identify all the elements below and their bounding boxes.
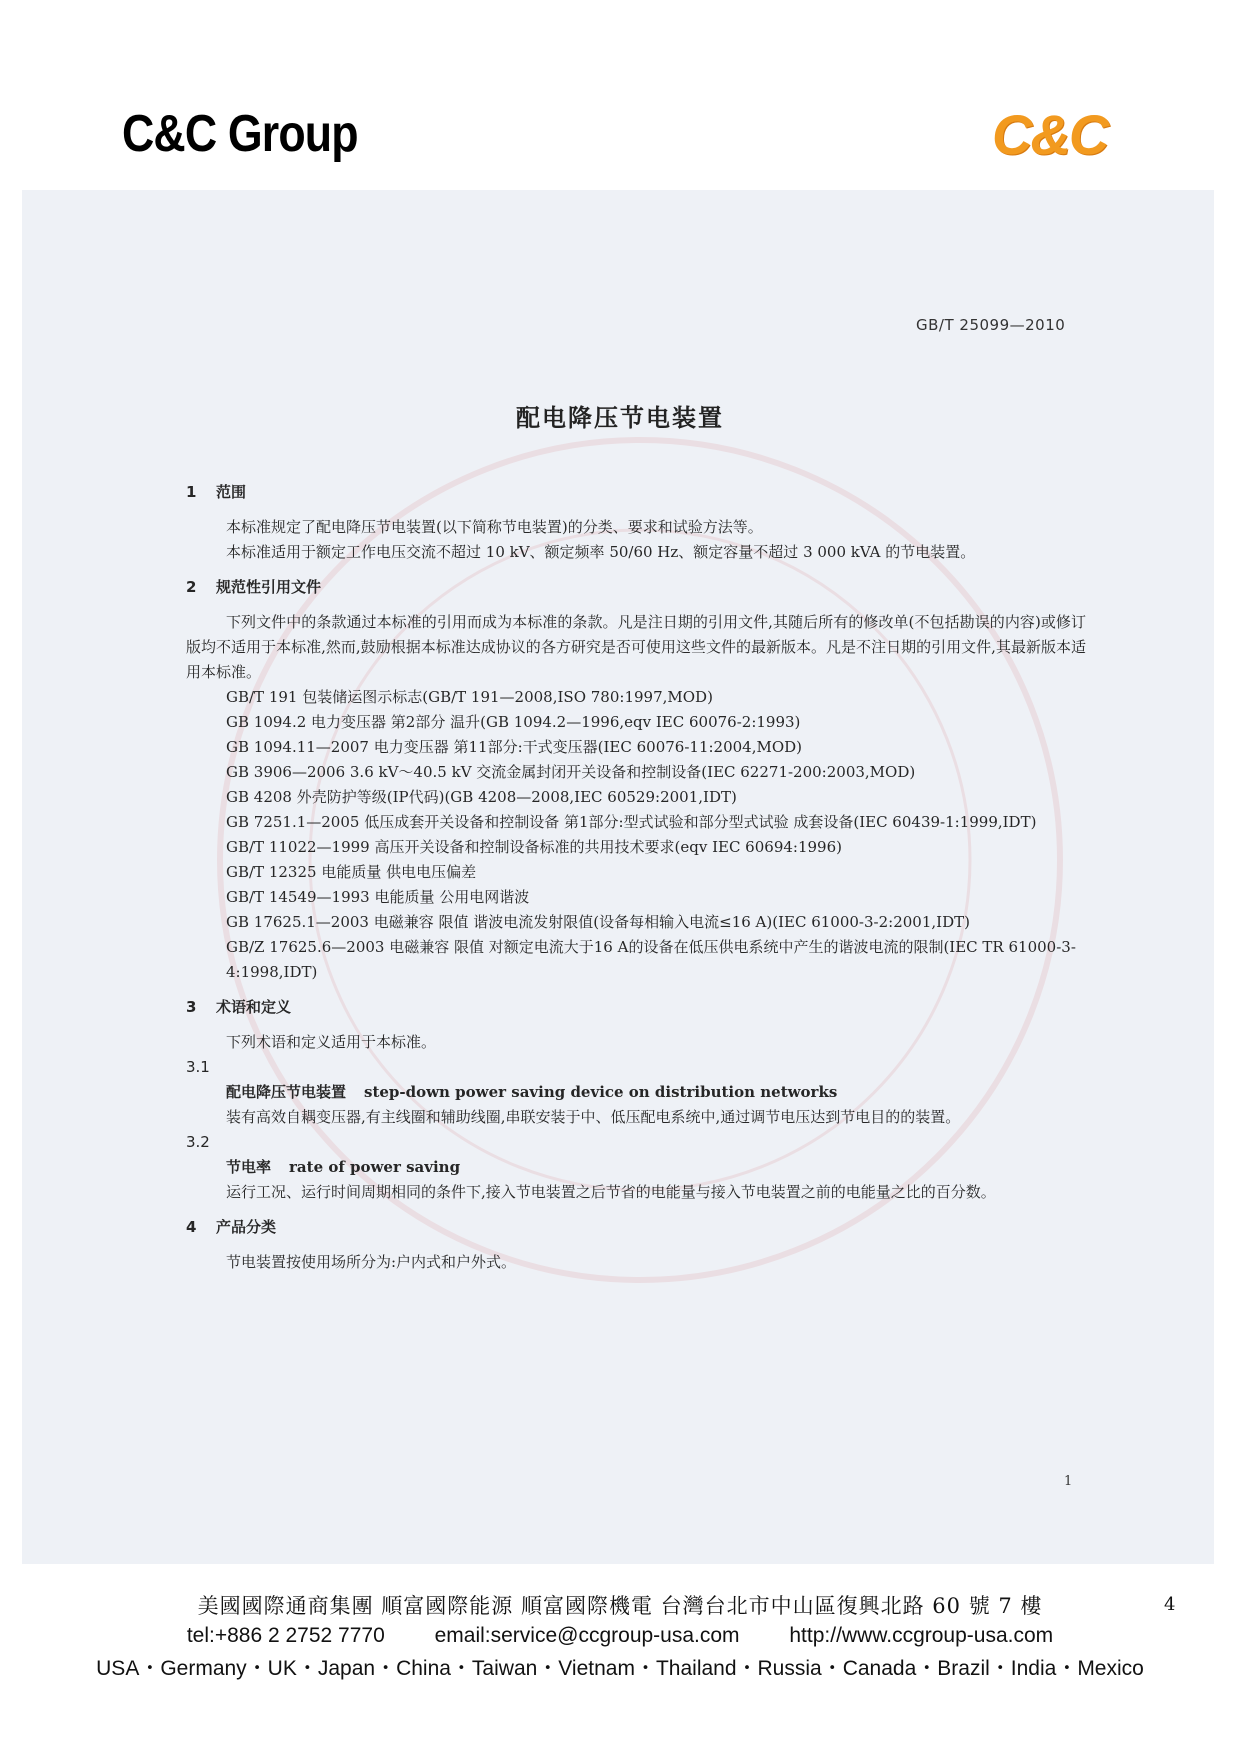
term-number: 3.1 bbox=[186, 1058, 210, 1076]
paragraph: 下列文件中的条款通过本标准的引用而成为本标准的条款。凡是注日期的引用文件,其随后所有的修改单(不包括勘误的内容)或修订版均不适用于本标准,然而,鼓励根据本标准达成协议的各方研究是否可使用这些文件的最新版本。凡是不注日期的引用文件,其最新版本适用本标准。 bbox=[186, 613, 1086, 681]
paragraph: 节电装置按使用场所分为:户内式和户外式。 bbox=[226, 1253, 517, 1271]
document-number: GB/T 25099—2010 bbox=[916, 316, 1066, 334]
footer-website[interactable]: http://www.ccgroup-usa.com bbox=[789, 1624, 1054, 1647]
footer bbox=[0, 1590, 1240, 1682]
reference-item: GB/T 11022—1999 高压开关设备和控制设备标准的共用技术要求(eqv IEC 60694:1996) bbox=[226, 838, 842, 856]
footer-email[interactable]: email:service@ccgroup-usa.com bbox=[434, 1624, 740, 1647]
reference-item: GB 3906—2006 3.6 kV～40.5 kV 交流金属封闭开关设备和控制设备(IEC 62271-200:2003,MOD) bbox=[226, 763, 916, 781]
reference-item: GB 4208 外壳防护等级(IP代码)(GB 4208—2008,IEC 60529:2001,IDT) bbox=[226, 788, 737, 806]
section-heading: 4 产品分类 bbox=[186, 1218, 277, 1236]
paragraph: 本标准规定了配电降压节电装置(以下简称节电装置)的分类、要求和试验方法等。 bbox=[226, 518, 763, 536]
reference-item: GB/T 12325 电能质量 供电电压偏差 bbox=[226, 863, 477, 881]
term-definition: 运行工况、运行时间周期相同的条件下,接入节电装置之后节省的电能量与接入节电装置之前的电能量之比的百分数。 bbox=[226, 1183, 996, 1201]
section-heading: 1 范围 bbox=[186, 483, 247, 501]
paragraph: 下列术语和定义适用于本标准。 bbox=[226, 1033, 437, 1051]
reference-item: GB 1094.11—2007 电力变压器 第11部分:干式变压器(IEC 60076-11:2004,MOD) bbox=[226, 738, 803, 756]
footer-company-address: 美國國際通商集團 順富國際能源 順富國際機電 台灣台北市中山區復興北路 60 號 7 樓 bbox=[197, 1594, 1043, 1618]
paragraph: 本标准适用于额定工作电压交流不超过 10 kV、额定频率 50/60 Hz、额定容量不超过 3 000 kVA 的节电装置。 bbox=[226, 543, 976, 561]
page-number: 1 bbox=[1064, 1474, 1073, 1489]
reference-item: GB/T 14549—1993 电能质量 公用电网谐波 bbox=[226, 888, 530, 906]
footer-tel: tel:+886 2 2752 7770 bbox=[186, 1624, 385, 1647]
reference-item: GB/Z 17625.6—2003 电磁兼容 限值 对额定电流大于16 A的设备在低压供电系统中产生的谐波电流的限制(IEC TR 61000-3-4:1998,IDT) bbox=[226, 938, 1076, 981]
footer-contact bbox=[0, 1624, 1240, 1648]
section-heading: 3 术语和定义 bbox=[186, 998, 292, 1016]
reference-item: GB 7251.1—2005 低压成套开关设备和控制设备 第1部分:型式试验和部分型式试验 成套设备(IEC 60439-1:1999,IDT) bbox=[226, 813, 1037, 831]
document-body bbox=[186, 480, 1086, 1275]
footer-countries: USA・Germany・UK・Japan・China・Taiwan・Vietnam・Thailand・Russia・Canada・Brazil・India・Mexico bbox=[96, 1657, 1144, 1680]
reference-item: GB 17625.1—2003 电磁兼容 限值 谐波电流发射限值(设备每相输入电流≤16 A)(IEC 61000-3-2:2001,IDT) bbox=[226, 913, 970, 931]
reference-item: GB/T 191 包装储运图示标志(GB/T 191—2008,ISO 780:1997,MOD) bbox=[226, 688, 713, 706]
term-number: 3.2 bbox=[186, 1133, 210, 1151]
company-logo: C&C bbox=[992, 103, 1108, 166]
brand-name: C&C Group bbox=[122, 105, 358, 163]
document-title: 配电降压节电装置 bbox=[516, 404, 724, 432]
term-definition: 装有高效自耦变压器,有主线圈和辅助线圈,串联安装于中、低压配电系统中,通过调节电压达到节电目的的装置。 bbox=[226, 1108, 961, 1126]
sheet-number: 4 bbox=[1164, 1594, 1176, 1615]
term-heading: 节电率 rate of power saving bbox=[226, 1158, 461, 1176]
section-heading: 2 规范性引用文件 bbox=[186, 578, 322, 596]
reference-item: GB 1094.2 电力变压器 第2部分 温升(GB 1094.2—1996,eqv IEC 60076-2:1993) bbox=[226, 713, 801, 731]
term-heading: 配电降压节电装置 step-down power saving device on distribution networks bbox=[226, 1083, 838, 1101]
